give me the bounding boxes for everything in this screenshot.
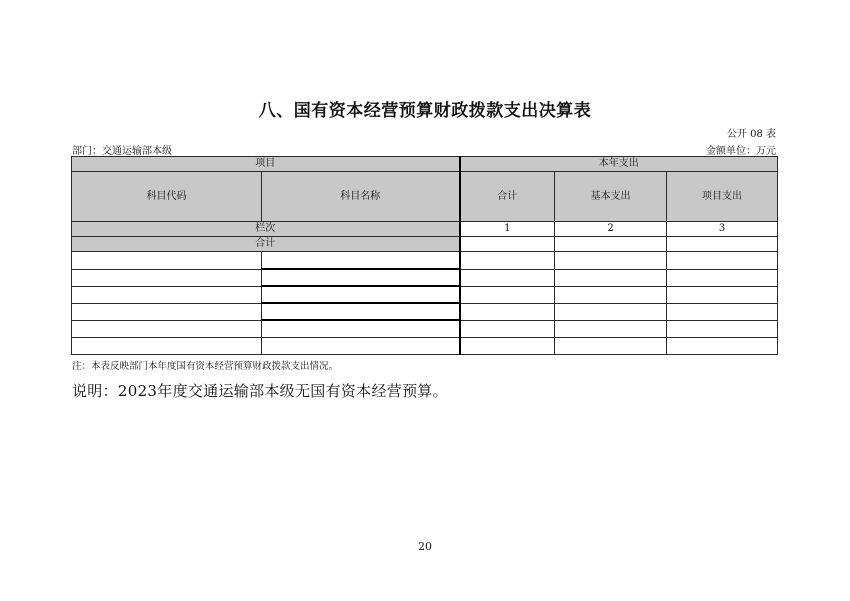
- total-row-label: 合计: [72, 237, 460, 252]
- table-note: 注：本表反映部门本年度国有资本经营预算财政拨款支出情况。: [72, 361, 339, 372]
- page-number: 20: [418, 540, 432, 553]
- column-index-1: 1: [460, 222, 555, 237]
- header-subject-name: 科目名称: [262, 172, 460, 222]
- header-project: 项目: [72, 157, 460, 172]
- header-total: 合计: [460, 172, 555, 222]
- header-subject-code: 科目代码: [72, 172, 262, 222]
- header-basic-expenditure: 基本支出: [555, 172, 667, 222]
- column-index-2: 2: [555, 222, 667, 237]
- page-title: 八、国有资本经营预算财政拨款支出决算表: [258, 101, 592, 121]
- table-row: [72, 320, 778, 337]
- total-cell: [460, 237, 555, 252]
- unit-label: 金额单位：万元: [706, 146, 776, 157]
- table-row: [72, 269, 778, 286]
- explanation-text: 说明：2023年度交通运输部本级无国有资本经营预算。: [72, 382, 448, 400]
- column-index-3: 3: [667, 222, 778, 237]
- table-row: [72, 252, 778, 269]
- table-row: [72, 337, 778, 354]
- department-label: 部门：交通运输部本级: [72, 146, 172, 157]
- expenditure-table: [71, 156, 778, 355]
- total-basic-cell: [555, 237, 667, 252]
- header-current-year: 本年支出: [460, 157, 778, 172]
- form-number: 公开 08 表: [726, 129, 776, 140]
- table-row: [72, 286, 778, 303]
- table-row: [72, 303, 778, 320]
- header-project-expenditure: 项目支出: [667, 172, 778, 222]
- column-index-label: 栏次: [72, 222, 460, 237]
- total-project-cell: [667, 237, 778, 252]
